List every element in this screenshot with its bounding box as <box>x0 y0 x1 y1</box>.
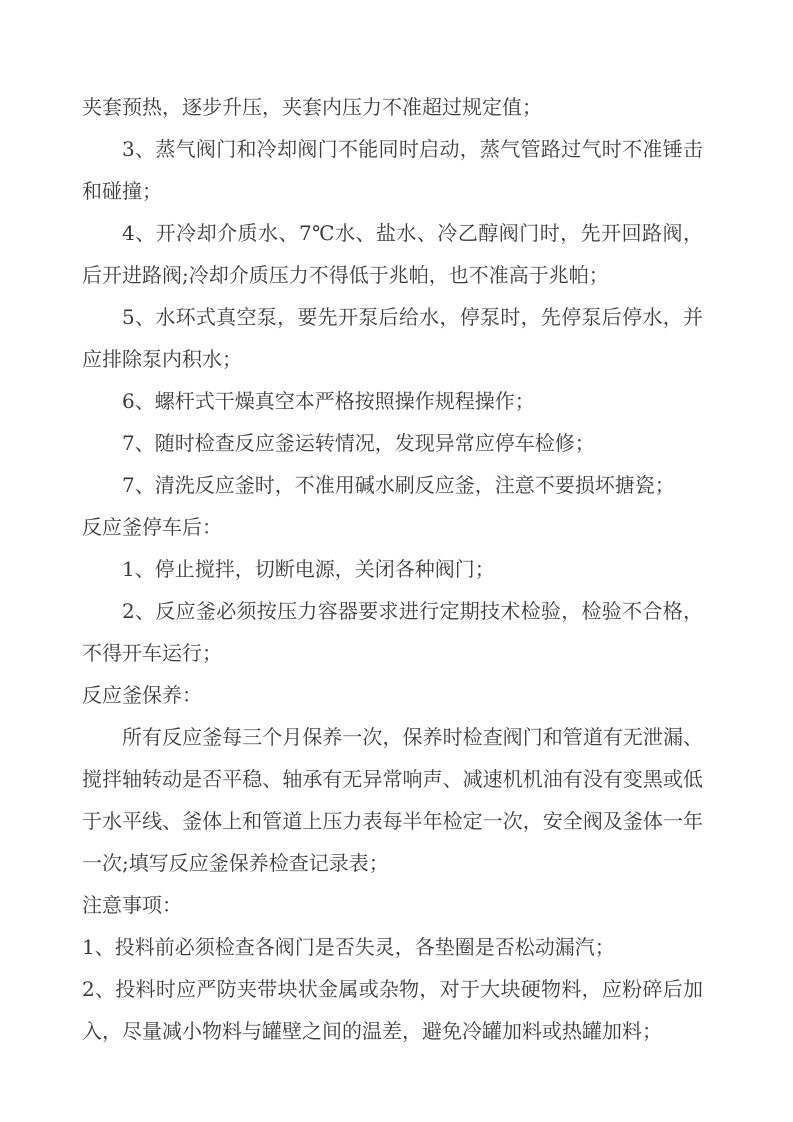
section-heading-maintenance: 反应釜保养： <box>82 683 202 707</box>
list-item-7-clean-reactor: 7、清洗反应釜时，不准用碱水刷反应釜，注意不要损坏搪瓷； <box>122 473 675 497</box>
list-item-5-water-ring-vacuum-pump: 5、水环式真空泵，要先开泵后给水，停泵时，先停泵后停水，并应排除泵内积水； <box>82 305 703 371</box>
list-item-4-cooling-medium-valves: 4、开冷却介质水、7℃水、盐水、冷乙醇阀门时，先开回路阀，后开进路阀;冷却介质压力不得低于兆帕，也不准高于兆帕； <box>82 221 703 287</box>
list-item-1-stop-stirring: 1、停止搅拌，切断电源，关闭各种阀门； <box>122 557 495 581</box>
precaution-item-1-check-valves: 1、投料前必须检查各阀门是否失灵，各垫圈是否松动漏汽； <box>82 935 615 959</box>
section-heading-after-shutdown: 反应釜停车后： <box>82 515 222 539</box>
list-item-2-periodic-inspection: 2、反应釜必须按压力容器要求进行定期技术检验，检验不合格，不得开车运行； <box>82 599 703 665</box>
paragraph-continuation-pressure: 夹套预热，逐步升压，夹套内压力不准超过规定值； <box>82 95 542 119</box>
list-item-3-steam-cooling-valves: 3、蒸气阀门和冷却阀门不能同时启动，蒸气管路过气时不准锤击和碰撞； <box>82 137 703 203</box>
list-item-7-inspect-reactor-operation: 7、随时检查反应釜运转情况，发现异常应停车检修； <box>122 431 595 455</box>
precaution-item-2-feeding-materials: 2、投料时应严防夹带块状金属或杂物，对于大块硬物料，应粉碎后加入，尽量减小物料与罐壁之间的温差，避免冷罐加料或热罐加料； <box>82 977 703 1043</box>
list-item-6-screw-drying-vacuum: 6、螺杆式干燥真空本严格按照操作规程操作； <box>122 389 535 413</box>
paragraph-maintenance-details: 所有反应釜每三个月保养一次，保养时检查阀门和管道有无泄漏、搅拌轴转动是否平稳、轴承有无异常响声、减速机机油有没有变黑或低于水平线、釜体上和管道上压力表每半年检定一次，安全阀及釜体一年一次;填写反应釜保养检查记录表； <box>82 725 703 875</box>
section-heading-precautions: 注意事项： <box>82 893 182 917</box>
document-body <box>82 86 703 1052</box>
